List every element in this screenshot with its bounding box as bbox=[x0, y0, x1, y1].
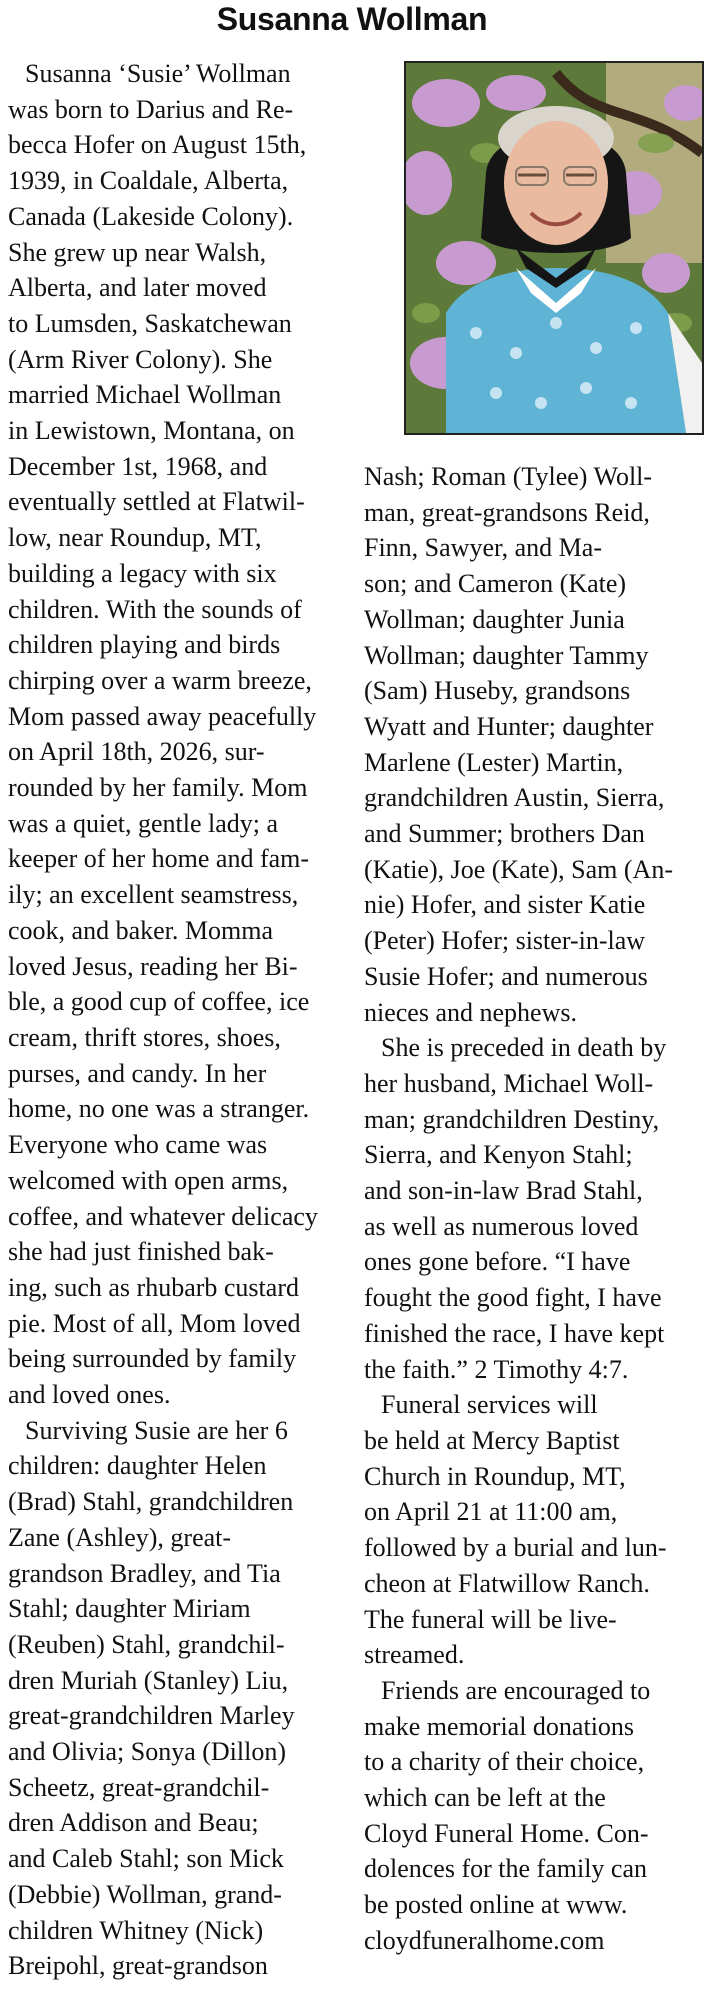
text-line: grandson Bradley, and Tia bbox=[8, 1558, 281, 1588]
text-line: children: daughter Helen bbox=[8, 1451, 267, 1481]
text-line: make memorial donations bbox=[364, 1711, 635, 1741]
text-line: cream, thrift stores, shoes, bbox=[8, 1022, 281, 1052]
text-line: nie) Hofer, and sister Katie bbox=[364, 890, 646, 920]
text-line: man; grandchildren Destiny, bbox=[364, 1104, 660, 1134]
text-line: Scheetz, great-grandchil- bbox=[8, 1772, 270, 1802]
text-line: be held at Mercy Baptist bbox=[364, 1425, 620, 1455]
text-line: and loved ones. bbox=[8, 1380, 171, 1410]
text-line: and son-in-law Brad Stahl, bbox=[364, 1176, 643, 1206]
text-line: December 1st, 1968, and bbox=[8, 451, 268, 481]
text-line: Canada (Lakeside Colony). bbox=[8, 201, 294, 231]
text-line: welcomed with open arms, bbox=[8, 1165, 289, 1195]
text-line: Wollman; daughter Junia bbox=[364, 604, 625, 634]
text-line: married Michael Wollman bbox=[8, 380, 282, 410]
text-line: low, near Roundup, MT, bbox=[8, 523, 262, 553]
text-line: (Katie), Joe (Kate), Sam (An- bbox=[364, 854, 673, 884]
text-line: Stahl; daughter Miriam bbox=[8, 1594, 251, 1624]
text-line: Susie Hofer; and numerous bbox=[364, 961, 648, 991]
text-line: Finn, Sawyer, and Ma- bbox=[364, 533, 602, 563]
text-line: nieces and nephews. bbox=[364, 997, 577, 1027]
text-line: Marlene (Lester) Martin, bbox=[364, 747, 624, 777]
text-line: becca Hofer on August 15th, bbox=[8, 130, 307, 160]
text-line: she had just finished bak- bbox=[8, 1237, 274, 1267]
text-line: home, no one was a stranger. bbox=[8, 1094, 310, 1124]
text-line: Surviving Susie are her 6 bbox=[25, 1415, 288, 1445]
text-line: in Lewistown, Montana, on bbox=[8, 416, 295, 446]
text-line: and Summer; brothers Dan bbox=[364, 819, 645, 849]
text-line: ones gone before. “I have bbox=[364, 1247, 631, 1277]
text-line: Susanna ‘Susie’ Wollman bbox=[25, 59, 291, 88]
text-line: on April 18th, 2026, sur- bbox=[8, 737, 265, 767]
right-column bbox=[364, 459, 704, 1959]
text-line: followed by a burial and lun- bbox=[364, 1533, 667, 1563]
text-line: streamed. bbox=[364, 1640, 465, 1670]
text-line: and Olivia; Sonya (Dillon) bbox=[8, 1737, 287, 1767]
text-line: Zane (Ashley), great- bbox=[8, 1522, 232, 1552]
text-line: building a legacy with six bbox=[8, 558, 277, 588]
text-line: cook, and baker. Momma bbox=[8, 915, 273, 945]
text-line: (Peter) Hofer; sister-in-law bbox=[364, 926, 646, 956]
text-line: Breipohl, great-grandson bbox=[8, 1951, 268, 1981]
text-line: Church in Roundup, MT, bbox=[364, 1461, 626, 1491]
text-line: eventually settled at Flatwil- bbox=[8, 487, 305, 517]
text-line: dren Addison and Beau; bbox=[8, 1808, 259, 1838]
text-line: (Reuben) Stahl, grandchil- bbox=[8, 1629, 285, 1659]
text-line: 1939, in Coaldale, Alberta, bbox=[8, 166, 289, 196]
text-line: children playing and birds bbox=[8, 630, 281, 660]
text-line: children. With the sounds of bbox=[8, 594, 302, 624]
text-line: loved Jesus, reading her Bi- bbox=[8, 951, 298, 981]
text-line: rounded by her family. Mom bbox=[8, 773, 308, 803]
text-line: She grew up near Walsh, bbox=[8, 237, 267, 267]
text-line: (Sam) Huseby, grandsons bbox=[364, 676, 631, 706]
text-line: dolences for the family can bbox=[364, 1854, 647, 1884]
text-line: (Debbie) Wollman, grand- bbox=[8, 1879, 282, 1909]
text-line: coffee, and whatever delicacy bbox=[8, 1201, 318, 1231]
text-line: finished the race, I have kept bbox=[364, 1318, 665, 1348]
text-line: She is preceded in death by bbox=[381, 1033, 667, 1063]
text-line: fought the good fight, I have bbox=[364, 1283, 662, 1313]
text-line: The funeral will be live- bbox=[364, 1604, 617, 1634]
text-line: Nash; Roman (Tylee) Woll- bbox=[364, 462, 653, 491]
text-line: Cloyd Funeral Home. Con- bbox=[364, 1818, 649, 1848]
text-line: chirping over a warm breeze, bbox=[8, 665, 312, 695]
text-line: pie. Most of all, Mom loved bbox=[8, 1308, 301, 1338]
text-line: ing, such as rhubarb custard bbox=[8, 1272, 299, 1302]
text-line: on April 21 at 11:00 am, bbox=[364, 1497, 618, 1527]
text-line: Friends are encouraged to bbox=[381, 1675, 651, 1705]
text-line: purses, and candy. In her bbox=[8, 1058, 267, 1088]
text-line: Wyatt and Hunter; daughter bbox=[364, 711, 654, 741]
text-line: cloydfuneralhome.com bbox=[364, 1925, 605, 1955]
obituary-title: Susanna Wollman bbox=[216, 1, 488, 37]
left-column bbox=[8, 56, 348, 1984]
text-line: cheon at Flatwillow Ranch. bbox=[364, 1568, 650, 1598]
text-line: Wollman; daughter Tammy bbox=[364, 640, 649, 670]
text-line: son; and Cameron (Kate) bbox=[364, 569, 627, 599]
text-line: be posted online at www. bbox=[364, 1890, 628, 1920]
text-line: which can be left at the bbox=[364, 1783, 606, 1813]
text-line: Alberta, and later moved bbox=[8, 273, 267, 303]
text-line: Sierra, and Kenyon Stahl; bbox=[364, 1140, 633, 1170]
text-line: (Brad) Stahl, grandchildren bbox=[8, 1487, 294, 1517]
text-line: keeper of her home and fam- bbox=[8, 844, 310, 874]
text-line: Everyone who came was bbox=[8, 1130, 268, 1160]
text-line: as well as numerous loved bbox=[364, 1211, 639, 1241]
text-line: (Arm River Colony). She bbox=[8, 344, 273, 374]
text-line: being surrounded by family bbox=[8, 1344, 297, 1374]
text-line: to a charity of their choice, bbox=[364, 1747, 645, 1777]
text-line: ily; an excellent seamstress, bbox=[8, 880, 299, 910]
text-line: was born to Darius and Re- bbox=[8, 94, 294, 124]
text-line: dren Muriah (Stanley) Liu, bbox=[8, 1665, 289, 1695]
text-line: her husband, Michael Woll- bbox=[364, 1068, 654, 1098]
text-line: to Lumsden, Saskatchewan bbox=[8, 308, 292, 338]
text-line: Funeral services will bbox=[381, 1390, 598, 1420]
text-line: Mom passed away peacefully bbox=[8, 701, 317, 731]
text-line: grandchildren Austin, Sierra, bbox=[364, 783, 665, 813]
text-line: children Whitney (Nick) bbox=[8, 1915, 264, 1945]
text-line: was a quiet, gentle lady; a bbox=[8, 808, 279, 838]
portrait-image bbox=[406, 63, 702, 433]
text-line: great-grandchildren Marley bbox=[8, 1701, 295, 1731]
text-line: ble, a good cup of coffee, ice bbox=[8, 987, 310, 1017]
text-line: and Caleb Stahl; son Mick bbox=[8, 1844, 284, 1874]
text-line: man, great-grandsons Reid, bbox=[364, 497, 650, 527]
text-line: the faith.” 2 Timothy 4:7. bbox=[364, 1354, 629, 1384]
portrait-photo bbox=[404, 61, 704, 435]
